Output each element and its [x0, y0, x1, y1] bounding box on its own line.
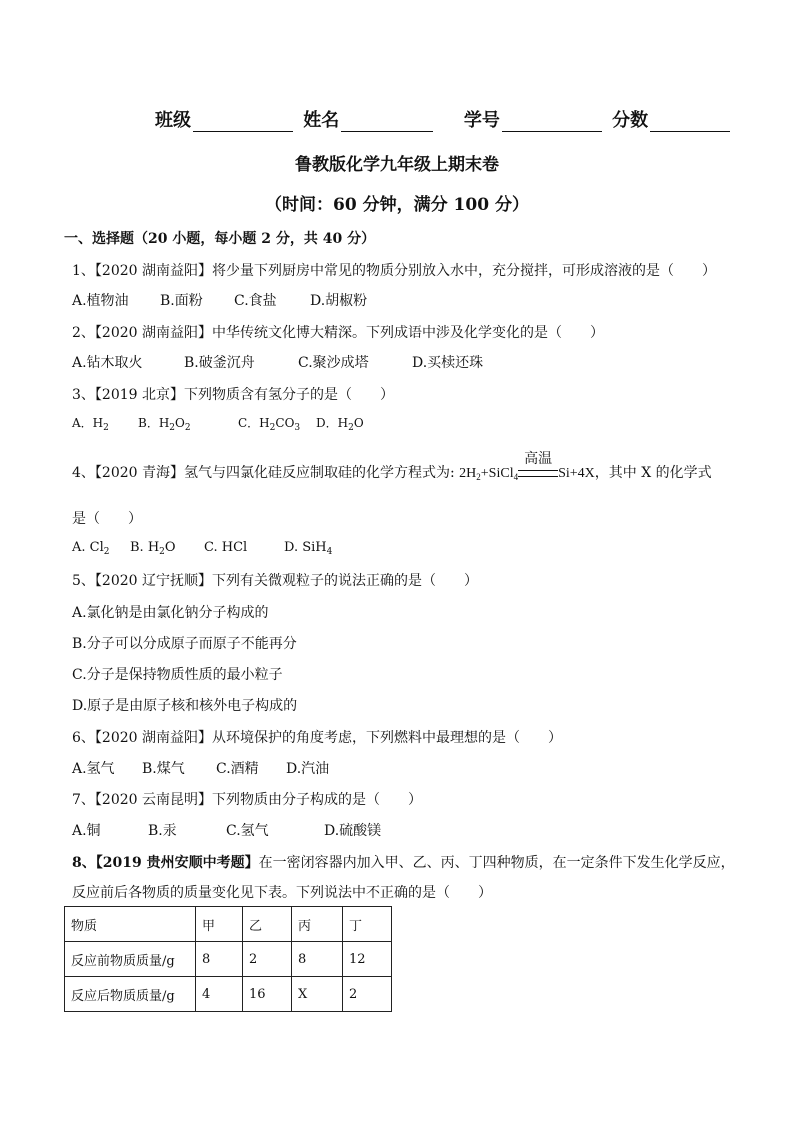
option[interactable]: B.面粉 [160, 293, 203, 309]
option[interactable]: B.分子可以分成原子而原子不能再分 [72, 636, 297, 652]
table-cell: X [292, 977, 343, 1012]
class-label: 班级 [155, 110, 191, 131]
table-cell: 反应后物质质量/g [65, 977, 196, 1012]
option[interactable]: A. $Cl_2$ [72, 540, 110, 557]
question-2: 2、【2020 湖南益阳】中华传统文化博大精深。下列成语中涉及化学变化的是（ ） [72, 325, 604, 341]
table-cell: 16 [243, 977, 292, 1012]
option[interactable]: A.氯化钠是由氯化钠分子构成的 [72, 605, 269, 621]
option[interactable]: A.植物油 [72, 293, 129, 309]
option[interactable]: B.汞 [148, 823, 177, 839]
question-4: 4、【2020 青海】氢气与四氯化硅反应制取硅的化学方程式为: $2H_2+SiCl_4$ 高温 Si+4X，其中 X 的化学式 [72, 452, 712, 482]
chemical-equation: $2H_2+SiCl_4$ 高温 Si+4X [459, 452, 595, 482]
table-cell: 乙 [243, 907, 292, 942]
question-7: 7、【2020 云南昆明】下列物质由分子构成的是（ ） [72, 792, 422, 808]
score-label: 分数 [612, 110, 649, 131]
option[interactable]: B.破釜沉舟 [184, 355, 255, 371]
question-4-line2: 是（ ） [72, 511, 142, 527]
mass-table [64, 906, 392, 1012]
question-1-options [72, 290, 367, 310]
table-cell: 8 [196, 942, 243, 977]
table-cell: 4 [196, 977, 243, 1012]
name-blank[interactable] [341, 113, 433, 132]
section-heading: 一、选择题（20 小题，每小题 2 分，共 40 分） [64, 231, 376, 247]
question-6: 6、【2020 湖南益阳】从环境保护的角度考虑，下列燃料中最理想的是（ ） [72, 730, 562, 746]
option[interactable]: D. SiH$_4$ [284, 540, 333, 557]
reaction-condition: 高温 [518, 466, 558, 482]
score-blank[interactable] [650, 113, 730, 132]
option[interactable]: C.氢气 [226, 823, 269, 839]
table-cell: 甲 [196, 907, 243, 942]
question-1: 1、【2020 湖南益阳】将少量下列厨房中常见的物质分别放入水中，充分搅拌，可形成溶液的是（ ） [72, 263, 716, 279]
question-2-options [72, 352, 483, 372]
option[interactable]: D.原子是由原子核和核外电子构成的 [72, 698, 298, 714]
option[interactable]: D.硫酸镁 [324, 823, 382, 839]
table-cell: 2 [243, 942, 292, 977]
table-cell: 2 [343, 977, 392, 1012]
table-cell: 物质 [65, 907, 196, 942]
option[interactable]: B.煤气 [142, 761, 185, 777]
option[interactable]: C. HCl [204, 540, 248, 555]
question-3-options [72, 414, 364, 433]
option[interactable]: A.铜 [72, 823, 101, 839]
table-row [65, 942, 392, 977]
table-cell: 8 [292, 942, 343, 977]
name-label: 姓名 [303, 110, 340, 131]
question-7-options [72, 820, 381, 840]
class-blank[interactable] [193, 113, 293, 132]
option[interactable]: C.酒精 [216, 761, 259, 777]
option[interactable]: D．$H_2O$ [316, 416, 364, 433]
option[interactable]: C.食盐 [234, 293, 277, 309]
student-info-header [155, 106, 734, 132]
option[interactable]: D.汽油 [286, 761, 330, 777]
question-8-line2: 反应前后各物质的质量变化见下表。下列说法中不正确的是（ ） [72, 885, 492, 901]
table-cell: 12 [343, 942, 392, 977]
option[interactable]: A．$H_2$ [72, 416, 109, 433]
question-6-options [72, 758, 329, 778]
option[interactable]: B. $H_2O$ [130, 540, 176, 557]
table-cell: 丁 [343, 907, 392, 942]
question-3: 3、【2019 北京】下列物质含有氢分子的是（ ） [72, 387, 394, 403]
option[interactable]: D.胡椒粉 [310, 293, 368, 309]
option[interactable]: D.买椟还珠 [412, 355, 484, 371]
option[interactable]: B．$H_2O_2$ [138, 416, 191, 433]
table-cell: 反应前物质质量/g [65, 942, 196, 977]
page-subtitle: （时间：60 分钟，满分 100 分） [265, 195, 529, 215]
option[interactable]: C.聚沙成塔 [298, 355, 369, 371]
question-5: 5、【2020 辽宁抚顺】下列有关微观粒子的说法正确的是（ ） [72, 573, 478, 589]
number-label: 学号 [463, 110, 500, 131]
option[interactable]: A.钻木取火 [72, 355, 143, 371]
number-blank[interactable] [502, 113, 602, 132]
table-header-row [65, 907, 392, 942]
table-cell: 丙 [292, 907, 343, 942]
option[interactable]: C.分子是保持物质性质的最小粒子 [72, 667, 283, 683]
question-8-source: 8、【2019 贵州安顺中考题】 [72, 855, 259, 871]
option[interactable]: A.氢气 [72, 761, 115, 777]
table-row [65, 977, 392, 1012]
page-title: 鲁教版化学九年级上期末卷 [295, 155, 499, 175]
question-8: 8、【2019 贵州安顺中考题】在一密闭容器内加入甲、乙、丙、丁四种物质，在一定条件下发生化学反应， [72, 855, 735, 871]
question-4-options [72, 540, 332, 557]
option[interactable]: C．$H_2CO_3$ [238, 416, 301, 433]
